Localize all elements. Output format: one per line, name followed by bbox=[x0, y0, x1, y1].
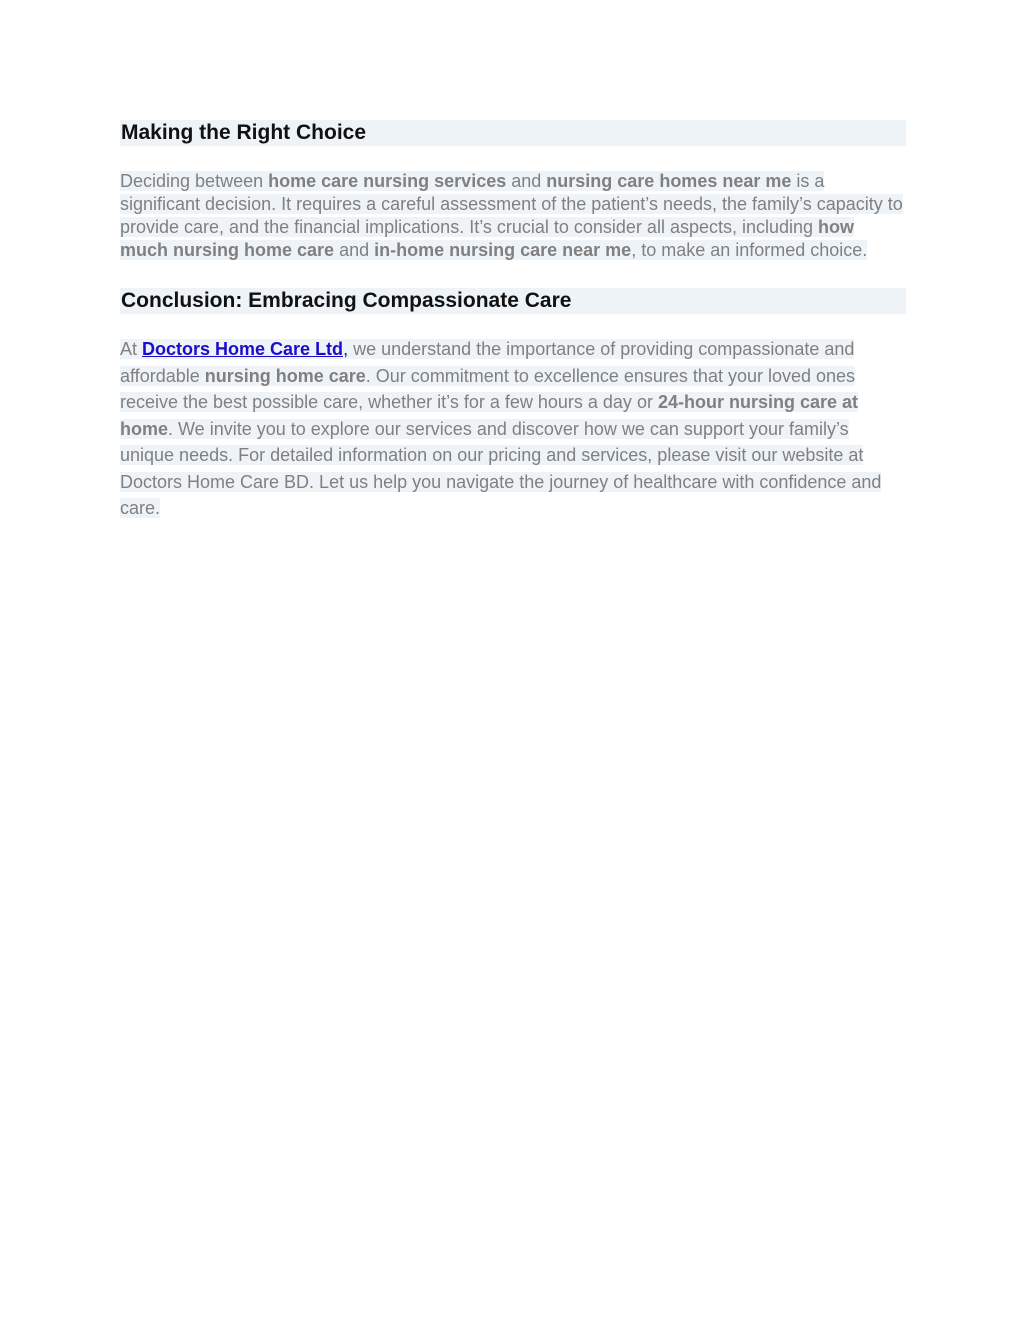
paragraph-text bbox=[120, 171, 903, 260]
paragraph-text bbox=[120, 339, 881, 518]
section-heading-making-right-choice: Making the Right Choice bbox=[120, 120, 906, 146]
text-run: At bbox=[120, 339, 143, 359]
bold-keyword: nursing care homes near me bbox=[546, 171, 792, 191]
paragraph-making-right-choice bbox=[120, 170, 906, 262]
text-run: . Our commitment to excellence ensures that your loved ones receive the best possible care, whether it’s for a few hours a day or bbox=[120, 365, 856, 412]
bold-keyword: 24-hour nursing care at home bbox=[120, 392, 859, 439]
section-heading-conclusion: Conclusion: Embracing Compassionate Care bbox=[120, 288, 906, 314]
doctors-home-care-link[interactable]: Doctors Home Care Ltd bbox=[142, 339, 344, 359]
text-run: , to make an informed choice. bbox=[631, 240, 868, 260]
text-run: we understand the importance of providing compassionate and affordable bbox=[120, 339, 855, 386]
text-run: and bbox=[506, 171, 547, 191]
bold-keyword: nursing home care bbox=[204, 365, 366, 386]
text-run: is a significant decision. It requires a careful assessment of the patient’s needs, the family’s capacity to provide care, and the financial implications. It’s crucial to consider all aspects, including bbox=[120, 171, 903, 237]
text-run: . We invite you to explore our services and discover how we can support your family’s unique needs. For detailed information on our pricing and services, please visit our website at Doctors Home Care BD. Let us help you navigate the journey of healthcare with confidence and care. bbox=[120, 418, 882, 518]
paragraph-conclusion bbox=[120, 336, 906, 522]
bold-keyword: in-home nursing care near me bbox=[374, 240, 632, 260]
bold-keyword: how much nursing home care bbox=[120, 217, 855, 260]
bold-keyword: home care nursing services bbox=[268, 171, 507, 191]
link-comma: , bbox=[343, 339, 349, 359]
text-run: Deciding between bbox=[120, 171, 269, 191]
text-run: and bbox=[334, 240, 375, 260]
document-page bbox=[120, 120, 906, 522]
